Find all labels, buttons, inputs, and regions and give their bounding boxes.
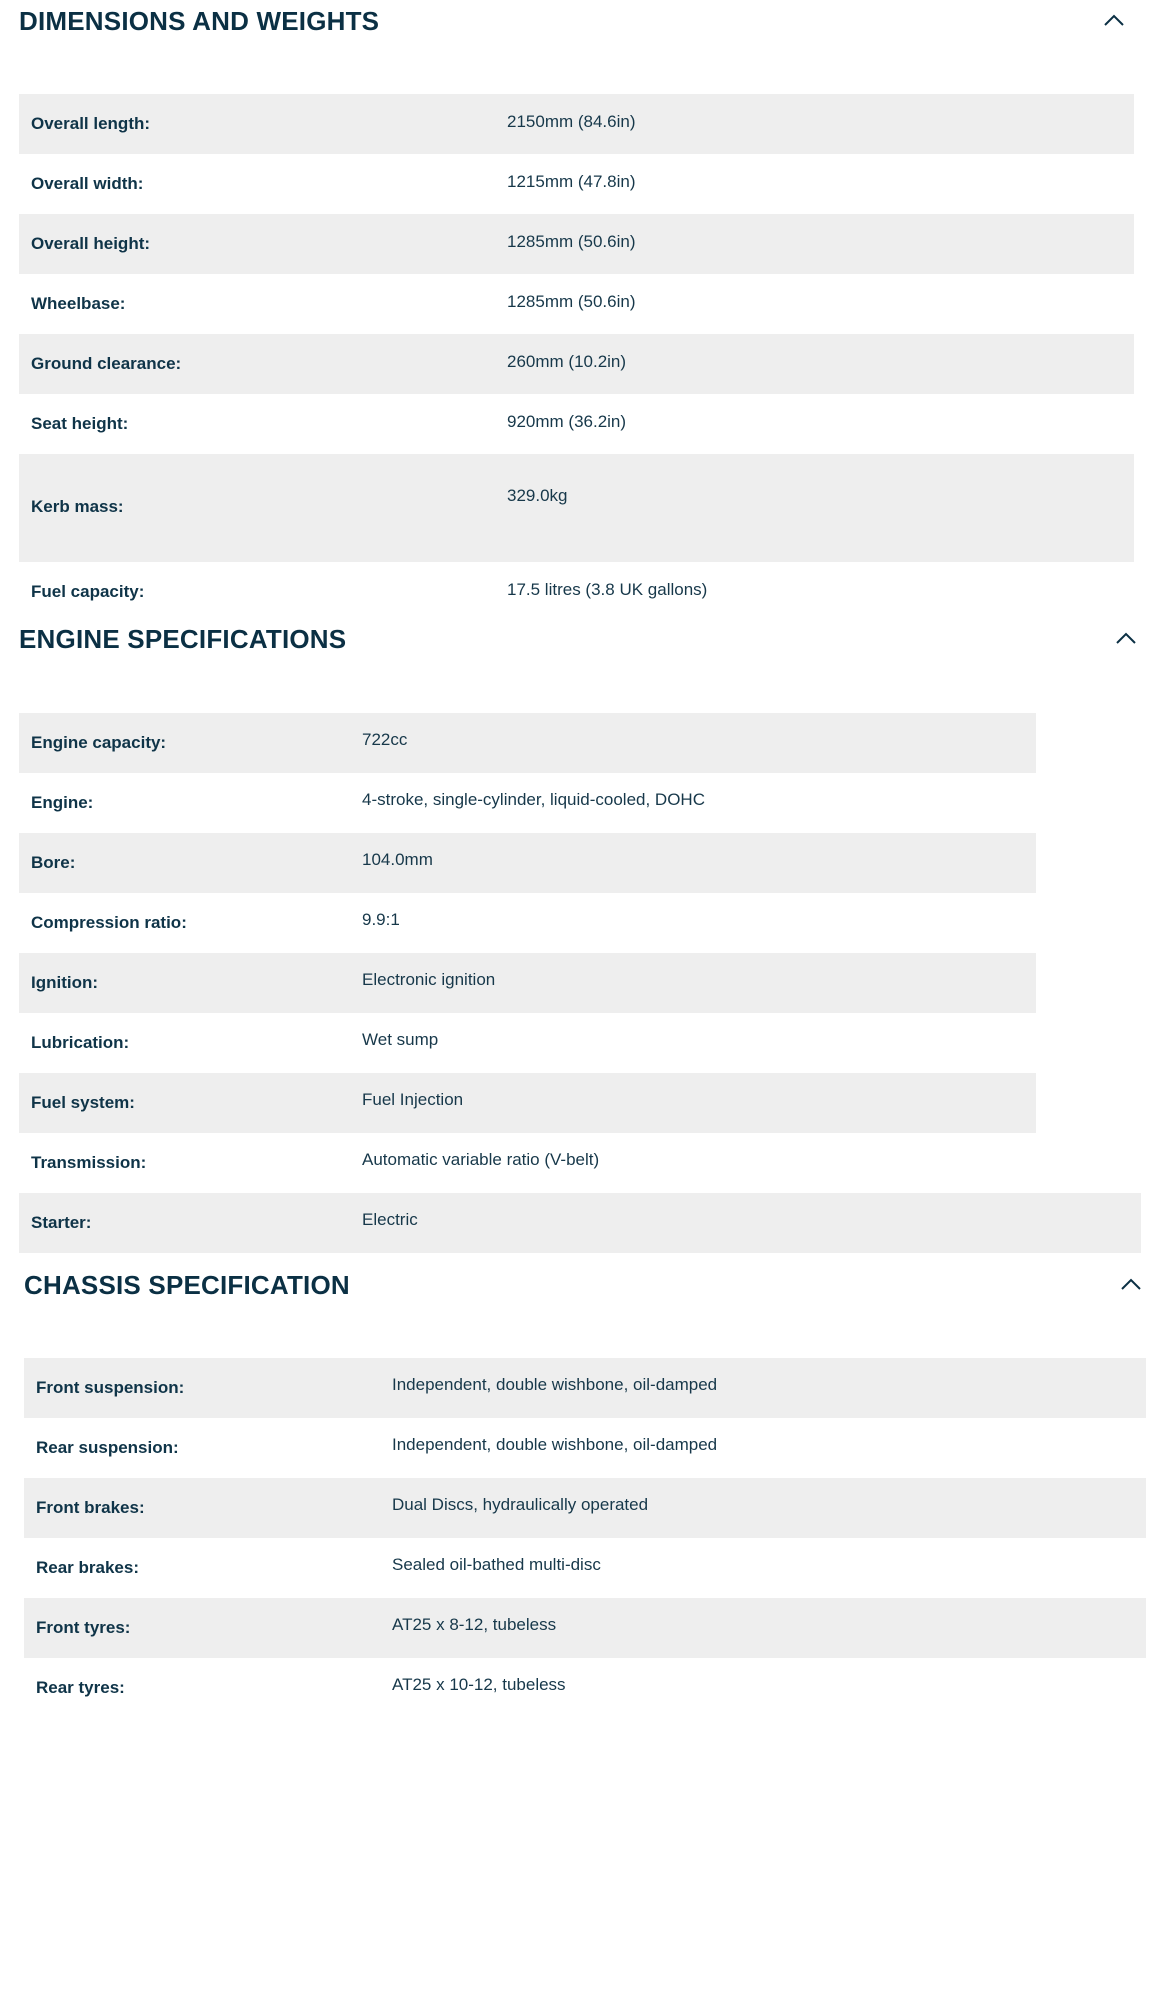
spec-label: Ground clearance: <box>31 354 182 373</box>
spec-label: Fuel system: <box>31 1093 135 1112</box>
spec-label: Rear suspension: <box>36 1438 179 1457</box>
spec-label: Seat height: <box>31 414 129 433</box>
spec-value: Electric <box>362 1210 418 1229</box>
spec-value: Dual Discs, hydraulically operated <box>392 1495 649 1514</box>
table-row <box>24 1358 1146 1418</box>
spec-value: 2150mm (84.6in) <box>507 112 636 131</box>
table-row <box>19 274 1134 334</box>
spec-label: Rear brakes: <box>36 1558 140 1577</box>
spec-value: Independent, double wishbone, oil-damped <box>392 1375 718 1394</box>
spec-value: Sealed oil-bathed multi-disc <box>392 1555 601 1574</box>
spec-label: Front tyres: <box>36 1618 131 1637</box>
table-row <box>19 562 1134 608</box>
table-row <box>19 454 1134 562</box>
spec-value: Automatic variable ratio (V-belt) <box>362 1150 600 1169</box>
spec-value: 9.9:1 <box>362 910 400 929</box>
table-row <box>19 334 1134 394</box>
dimensions-header[interactable] <box>19 0 1134 52</box>
dimensions-table <box>19 94 1134 608</box>
spec-label: Engine: <box>31 793 94 812</box>
table-row <box>19 214 1134 274</box>
spec-value: AT25 x 10-12, tubeless <box>392 1675 566 1694</box>
spec-value: Wet sump <box>362 1030 439 1049</box>
spec-label: Bore: <box>31 853 76 872</box>
chassis-header[interactable] <box>24 1264 1146 1316</box>
table-row <box>24 1478 1146 1538</box>
chevron-up-icon[interactable] <box>1103 12 1125 28</box>
spec-label: Front brakes: <box>36 1498 145 1517</box>
table-row <box>19 1193 1141 1253</box>
spec-value: 1285mm (50.6in) <box>507 232 636 251</box>
table-row <box>19 1073 1036 1133</box>
spec-value: 17.5 litres (3.8 UK gallons) <box>507 580 708 599</box>
chevron-up-icon[interactable] <box>1115 630 1137 646</box>
chassis-section <box>24 1264 1146 1724</box>
spec-label: Transmission: <box>31 1153 147 1172</box>
table-row <box>24 1538 1146 1598</box>
chevron-up-icon[interactable] <box>1120 1276 1142 1292</box>
spec-label: Lubrication: <box>31 1033 130 1052</box>
spec-label: Overall height: <box>31 234 151 253</box>
table-row <box>19 1013 1145 1073</box>
spec-label: Wheelbase: <box>31 294 126 313</box>
spec-label: Starter: <box>31 1213 92 1232</box>
engine-title: ENGINE SPECIFICATIONS <box>19 624 347 654</box>
spec-value: 329.0kg <box>507 486 568 505</box>
table-row <box>24 1598 1146 1658</box>
table-row <box>24 1658 1146 1718</box>
dimensions-title: DIMENSIONS AND WEIGHTS <box>19 6 380 36</box>
spec-value: 104.0mm <box>362 850 433 869</box>
spec-label: Kerb mass: <box>31 497 124 516</box>
table-row <box>19 773 1145 833</box>
spec-value: 722cc <box>362 730 408 749</box>
spec-label: Engine capacity: <box>31 733 167 752</box>
spec-value: AT25 x 8-12, tubeless <box>392 1615 557 1634</box>
spec-value: 920mm (36.2in) <box>507 412 627 431</box>
table-row <box>19 394 1134 454</box>
chassis-title: CHASSIS SPECIFICATION <box>24 1270 350 1300</box>
spec-label: Ignition: <box>31 973 99 992</box>
spec-value: Independent, double wishbone, oil-damped <box>392 1435 718 1454</box>
spec-value: 1285mm (50.6in) <box>507 292 636 311</box>
engine-section <box>19 618 1145 1248</box>
spec-label: Overall length: <box>31 114 151 133</box>
engine-table <box>19 713 1145 1253</box>
spec-label: Front suspension: <box>36 1378 185 1397</box>
spec-label: Overall width: <box>31 174 144 193</box>
spec-value: 4-stroke, single-cylinder, liquid-cooled, DOHC <box>362 790 705 809</box>
chassis-table <box>24 1358 1146 1718</box>
table-row <box>24 1418 1146 1478</box>
spec-label: Fuel capacity: <box>31 582 145 601</box>
table-row <box>19 154 1134 214</box>
table-row <box>19 94 1134 154</box>
table-row <box>19 893 1145 953</box>
spec-value: Fuel Injection <box>362 1090 464 1109</box>
spec-value: 260mm (10.2in) <box>507 352 627 371</box>
spec-value: Electronic ignition <box>362 970 496 989</box>
table-row <box>19 1133 1145 1193</box>
engine-header[interactable] <box>19 618 1145 670</box>
dimensions-section <box>19 0 1134 610</box>
table-row <box>19 713 1036 773</box>
table-row <box>19 833 1036 893</box>
spec-label: Rear tyres: <box>36 1678 125 1697</box>
table-row <box>19 953 1036 1013</box>
spec-label: Compression ratio: <box>31 913 187 932</box>
spec-value: 1215mm (47.8in) <box>507 172 636 191</box>
